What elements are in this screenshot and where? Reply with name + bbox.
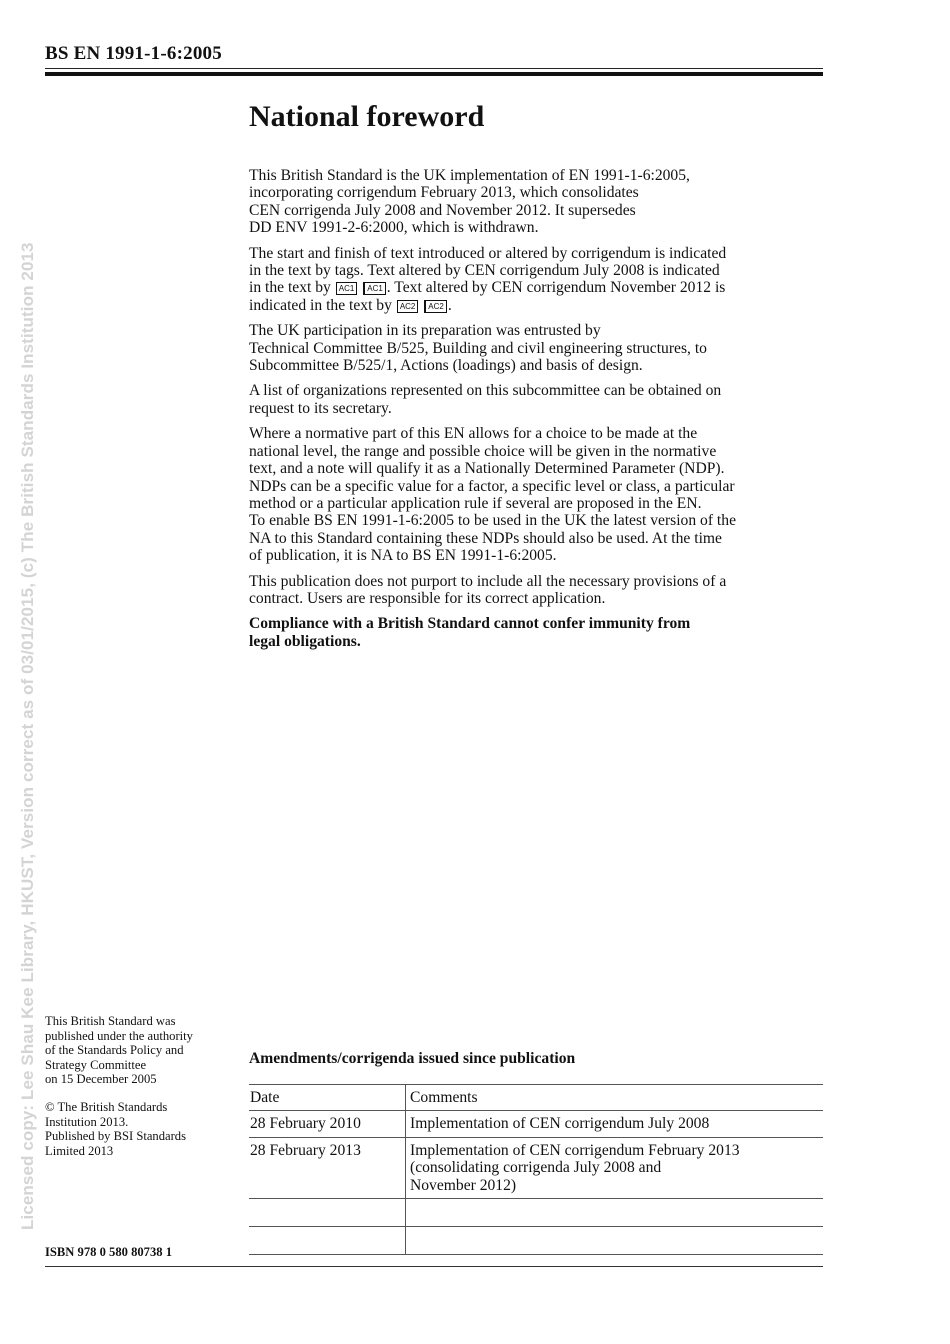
sidenote-line: published under the authority: [45, 1028, 193, 1043]
text-line: Where a normative part of this EN allows for a choice to be made at the: [249, 425, 698, 443]
amendments-title: Amendments/corrigenda issued since publication: [249, 1050, 576, 1067]
amendment-date: 28 February 2010: [249, 1111, 406, 1137]
text-line: request to its secretary.: [249, 399, 392, 417]
text-line: CEN corrigenda July 2008 and November 2012. It supersedes: [249, 201, 636, 219]
text-line: method or a particular application rule if several are proposed in the EN.: [249, 494, 702, 512]
header-thin-rule: [45, 68, 823, 69]
table-row: [249, 1111, 823, 1137]
license-watermark: Licensed copy: Lee Shau Kee Library, HKUST, Version correct as of 03/01/2015, (c) The British Standards Institution 2013: [18, 242, 37, 1230]
text-line: in the text by tags. Text altered by CEN corrigendum July 2008 is indicated: [249, 262, 720, 280]
empty-cell: [249, 1227, 406, 1255]
text-fragment: .: [447, 296, 452, 314]
ac2-close-tag: AC2: [424, 300, 447, 313]
text-fragment: in the text by: [249, 279, 331, 297]
amendment-comment: [406, 1137, 824, 1198]
empty-cell: [249, 1199, 406, 1227]
text-line: Technical Committee B/525, Building and civil engineering structures, to: [249, 339, 707, 357]
table-header-row: [249, 1085, 823, 1111]
comment-line: Implementation of CEN corrigendum February 2013: [410, 1141, 740, 1159]
text-line: Subcommittee B/525/1, Actions (loadings) and basis of design.: [249, 357, 643, 375]
foreword-body: [249, 167, 824, 658]
text-line: incorporating corrigendum February 2013, which consolidates: [249, 184, 639, 202]
text-line: [249, 297, 824, 314]
text-line: The start and finish of text introduced or altered by corrigendum is indicated: [249, 244, 727, 262]
text-line: The UK participation in its preparation was entrusted by: [249, 322, 601, 340]
text-line: national level, the range and possible choice will be given in the normative: [249, 442, 717, 460]
text-line: This publication does not purport to include all the necessary provisions of a: [249, 572, 727, 590]
text-line: text, and a note will qualify it as a Nationally Determined Parameter (NDP).: [249, 460, 725, 478]
text-line: of publication, it is NA to BS EN 1991-1-6:2005.: [249, 547, 557, 565]
empty-cell: [406, 1199, 824, 1227]
comment-line: November 2012): [410, 1176, 517, 1194]
sidenote-line: Published by BSI Standards: [45, 1129, 186, 1144]
footer-rule: [45, 1266, 823, 1267]
paragraph-implementation: [249, 167, 824, 237]
sidenote-line: Institution 2013.: [45, 1114, 129, 1129]
empty-cell: [406, 1227, 824, 1255]
page-title: National foreword: [249, 100, 485, 133]
ac1-close-tag: AC1: [363, 282, 386, 295]
column-header-comments: Comments: [406, 1085, 824, 1111]
amendment-date: 28 February 2013: [249, 1137, 406, 1198]
sidenote-line: This British Standard was: [45, 1014, 176, 1028]
isbn: ISBN 978 0 580 80738 1: [45, 1245, 173, 1259]
text-fragment: . Text altered by CEN corrigendum November 2012 is: [386, 279, 726, 297]
paragraph-provisions: [249, 573, 824, 608]
amendments-table: [249, 1084, 823, 1255]
sidenote-line: © The British Standards: [45, 1099, 168, 1114]
column-header-date: Date: [249, 1085, 406, 1111]
header-thick-rule: [45, 72, 823, 76]
text-line: Compliance with a British Standard cannot confer immunity from: [249, 615, 691, 633]
paragraph-tags: [249, 245, 824, 315]
sidenote-line: Limited 2013: [45, 1143, 114, 1158]
sidenote-line: Strategy Committee: [45, 1057, 147, 1072]
text-fragment: indicated in the text by: [249, 296, 392, 314]
comment-line: Implementation of CEN corrigendum July 2008: [410, 1115, 710, 1133]
empty-table-row: [249, 1227, 823, 1255]
text-line: DD ENV 1991-2-6:2000, which is withdrawn.: [249, 219, 539, 237]
ac1-open-tag: AC1: [336, 282, 358, 295]
amendment-comment: [406, 1111, 824, 1137]
publication-sidenote: [45, 1014, 235, 1158]
paragraph-participation: [249, 322, 824, 374]
text-line: NDPs can be a specific value for a factor, a specific level or class, a particular: [249, 477, 735, 495]
text-line: [249, 279, 824, 296]
comment-line: (consolidating corrigenda July 2008 and: [410, 1159, 662, 1177]
document-code: BS EN 1991-1-6:2005: [45, 43, 222, 64]
compliance-statement: [249, 615, 824, 650]
paragraph-ndp: [249, 425, 824, 564]
text-line: NA to this Standard containing these NDPs should also be used. At the time: [249, 529, 722, 547]
text-line: contract. Users are responsible for its correct application.: [249, 589, 606, 607]
text-line: A list of organizations represented on this subcommittee can be obtained on: [249, 382, 722, 400]
text-line: To enable BS EN 1991-1-6:2005 to be used in the UK the latest version of the: [249, 512, 736, 530]
paragraph-organizations: [249, 382, 824, 417]
empty-table-row: [249, 1199, 823, 1227]
sidenote-line: on 15 December 2005: [45, 1072, 157, 1087]
ac2-open-tag: AC2: [397, 300, 419, 313]
text-line: This British Standard is the UK implementation of EN 1991-1-6:2005,: [249, 167, 690, 184]
text-line: legal obligations.: [249, 632, 361, 650]
table-row: [249, 1137, 823, 1198]
sidenote-line: of the Standards Policy and: [45, 1043, 184, 1058]
